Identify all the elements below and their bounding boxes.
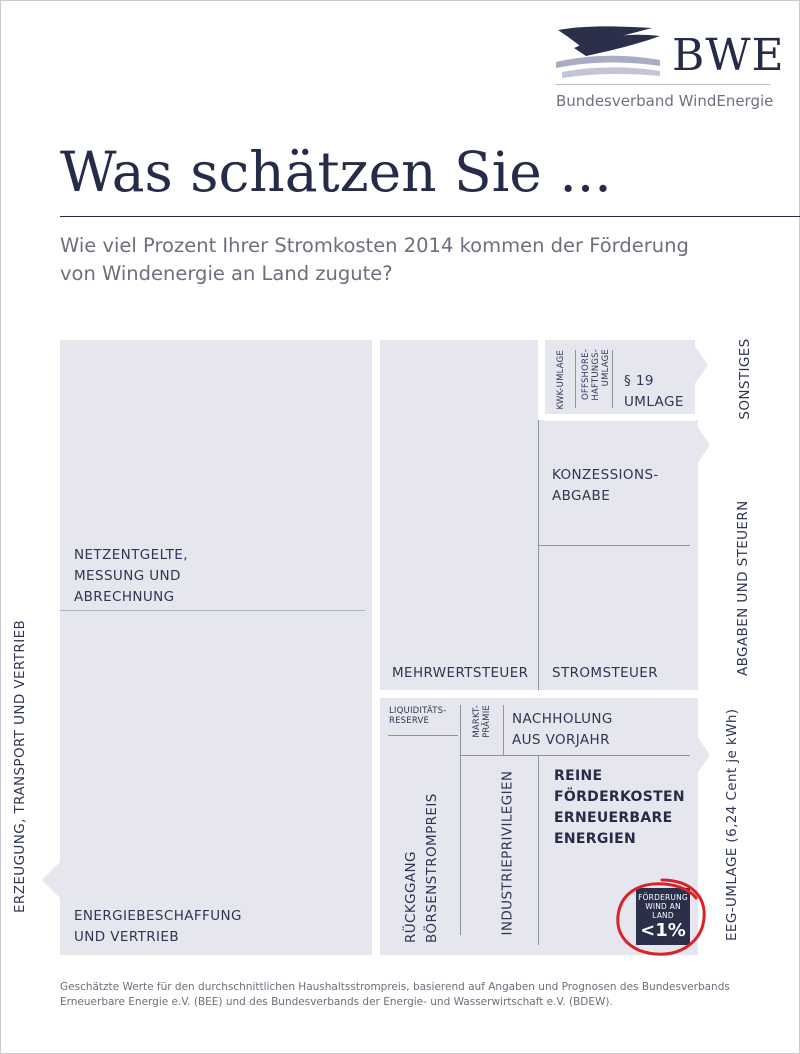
badge-line-3: LAND xyxy=(652,911,674,920)
logo-divider xyxy=(556,84,770,85)
eeg-arrow-tab xyxy=(696,735,710,775)
nachholung-label: NACHHOLUNG AUS VORJAHR xyxy=(512,711,613,748)
abgaben-arrow-tab xyxy=(696,425,710,465)
liquiditaet-divider xyxy=(388,735,458,736)
konzession-divider xyxy=(538,545,690,546)
sonstiges-arrow-tab xyxy=(694,345,708,385)
offshore-divider xyxy=(612,350,613,408)
liquiditaet-label: LIQUIDITÄTS- RESERVE xyxy=(389,706,447,726)
badge-value: <1% xyxy=(640,920,686,941)
marktpraemie-left-divider xyxy=(460,705,461,935)
netzentgelte-label: NETZENTGELTE, MESSUNG UND ABRECHNUNG xyxy=(74,547,188,605)
reine-foerderkosten-label: REINE FÖRDERKOSTEN ERNEUERBARE ENERGIEN xyxy=(554,768,685,847)
erzeugung-group-box xyxy=(60,340,372,955)
abgaben-group-label: ABGABEN UND STEUERN xyxy=(735,500,751,676)
par19-label: § 19 UMLAGE xyxy=(624,373,684,410)
page-title: Was schätzen Sie ... xyxy=(60,140,612,204)
question-line-2: von Windenergie an Land zugute? xyxy=(60,262,393,285)
sonstiges-bottom-line xyxy=(545,420,695,421)
erzeugung-group-label: ERZEUGUNG, TRANSPORT UND VERTRIEB xyxy=(12,619,28,913)
logo-subtitle: Bundesverband WindEnergie xyxy=(556,92,774,110)
kwk-label: KWK-UMLAGE xyxy=(556,350,566,410)
title-rule xyxy=(60,216,800,217)
red-circle-mark-icon xyxy=(610,874,710,960)
offshore-label: OFFSHORE- HAFTUNGS- UMLAGE xyxy=(581,349,611,401)
footnote-line-2: Erneuerbare Energie e.V. (BEE) und des Bundesverbands der Energie- und Wasserwirtschaft e.V. (BDEW). xyxy=(60,996,613,1008)
question-text xyxy=(60,232,689,288)
erzeugung-arrow-tab xyxy=(42,860,62,900)
mwst-label: MEHRWERTSTEUER xyxy=(392,665,529,681)
footnote-line-1: Geschätzte Werte für den durchschnittlichen Haushaltsstrompreis, basierend auf Angaben und Prognosen des Bundesverbands xyxy=(60,981,730,993)
logo-wordmark: BWE xyxy=(672,30,785,81)
question-line-1: Wie viel Prozent Ihrer Stromkosten 2014 kommen der Förderung xyxy=(60,234,689,257)
eeg-group-label: EEG-UMLAGE (6,24 Cent je kWh) xyxy=(724,708,740,941)
netzentgelte-divider xyxy=(60,610,365,611)
bwe-logo-icon xyxy=(556,26,662,78)
badge-line-1: FÖRDERUNG xyxy=(638,893,688,902)
badge-line-2: WIND AN xyxy=(645,902,681,911)
industrie-divider xyxy=(538,755,539,945)
marktpraemie-label: MARKT- PRÄMIE xyxy=(472,705,492,738)
marktpraemie-right-divider xyxy=(503,705,504,755)
mwst-divider xyxy=(538,420,539,690)
industrie-label: INDUSTRIEPRIVILEGIEN xyxy=(499,770,516,936)
konzession-label: KONZESSIONS- ABGABE xyxy=(552,467,659,504)
footnote xyxy=(60,980,730,1010)
stromsteuer-label: STROMSTEUER xyxy=(552,665,659,681)
nachholung-divider xyxy=(460,755,690,756)
kwk-divider xyxy=(575,350,576,408)
sonstiges-group-label: SONSTIGES xyxy=(737,338,753,420)
rueckgang-label: RÜCKGGANG BÖRSENSTROMPREIS xyxy=(403,793,440,943)
energiebeschaffung-label: ENERGIEBESCHAFFUNG UND VERTRIEB xyxy=(74,908,242,945)
